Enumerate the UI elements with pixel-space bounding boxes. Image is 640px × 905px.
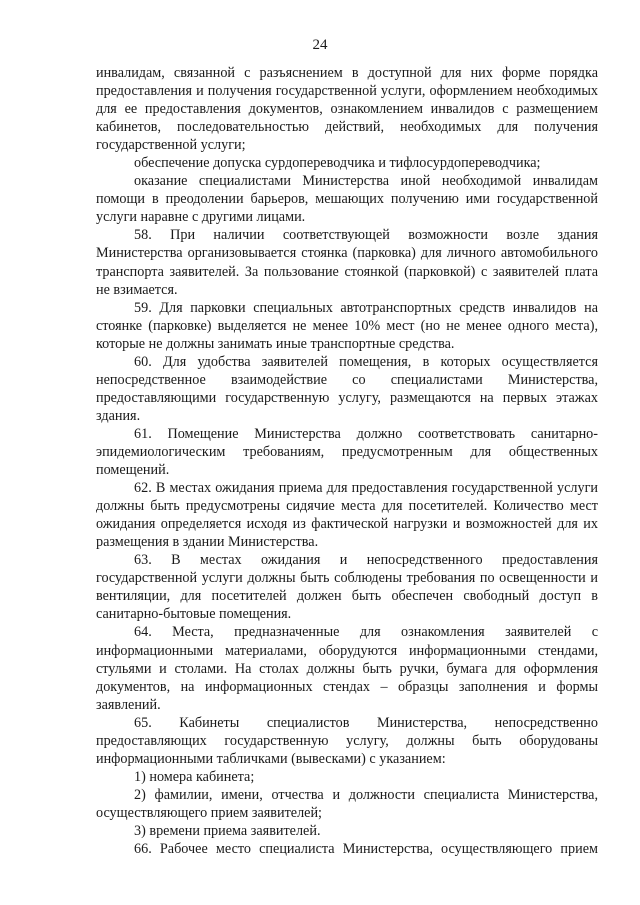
paragraph-sign-language-interpreter: обеспечение допуска сурдопереводчика и тифлосурдопереводчика; [134, 155, 541, 172]
paragraph-62: 62. В местах ожидания приема для предоставления государственной услуги должны быть предусмотрены сидячие места для посетителей. Количество мест ожидания определяется исходя из фактической нагрузки и возможностей для их размещения в здании Министерства. [96, 480, 598, 551]
document-body [96, 64, 598, 858]
page-number: 24 [312, 37, 328, 53]
list-item-3: 3) времени приема заявителей. [134, 822, 321, 839]
paragraph-continuation: инвалидам, связанной с разъяснением в доступной для них форме порядка предоставления и получения государственной услуги, оформлением необходимых для ее предоставления документов, ознакомлением инвалидов с размещением кабинетов, последовательностью действий, необходимых для получения государственной услуги; [96, 65, 598, 154]
paragraph-60: 60. Для удобства заявителей помещения, в которых осуществляется непосредственное взаимодействие со специалистами Министерства, предоставляющими государственную услугу, размещаются на первых этажах здания. [96, 353, 598, 424]
paragraph-65: 65. Кабинеты специалистов Министерства, непосредственно предоставляющих государственную услугу, должны быть оборудованы информационными табличками (вывесками) с указанием: [96, 714, 598, 767]
paragraph-59: 59. Для парковки специальных автотранспортных средств инвалидов на стоянке (парковке) выделяется не менее 10% мест (но не менее одного места), которые не должны занимать иные транспортные средства. [96, 299, 598, 352]
list-item-2: 2) фамилии, имени, отчества и должности специалиста Министерства, осуществляющего прием заявителей; [96, 786, 598, 821]
paragraph-66: 66. Рабочее место специалиста Министерства, осуществляющего прием [134, 841, 598, 858]
list-item-1: 1) номера кабинета; [134, 768, 255, 785]
paragraph-63: 63. В местах ожидания и непосредственного предоставления государственной услуги должны быть соблюдены требования по освещенности и вентиляции, для посетителей должен быть обеспечен свободный доступ в санитарно-бытовые помещения. [96, 552, 598, 623]
paragraph-assistance: оказание специалистами Министерства иной необходимой инвалидам помощи в преодолении барьеров, мешающих получению ими государственной услуги наравне с другими лицами. [96, 173, 598, 226]
paragraph-58: 58. При наличии соответствующей возможности возле здания Министерства организовывается стоянка (парковка) для личного автомобильного транспорта заявителей. За пользование стоянкой (парковкой) с заявителей плата не взимается. [96, 227, 598, 298]
paragraph-64: 64. Места, предназначенные для ознакомления заявителей с информационными материалами, оборудуются информационными стендами, стульями и столами. На столах должны быть ручки, бумага для оформления документов, на информационных стендах – образцы заполнения и формы заявлений. [96, 624, 598, 713]
paragraph-61: 61. Помещение Министерства должно соответствовать санитарно-эпидемиологическим требованиям, предусмотренным для общественных помещений. [96, 425, 598, 479]
